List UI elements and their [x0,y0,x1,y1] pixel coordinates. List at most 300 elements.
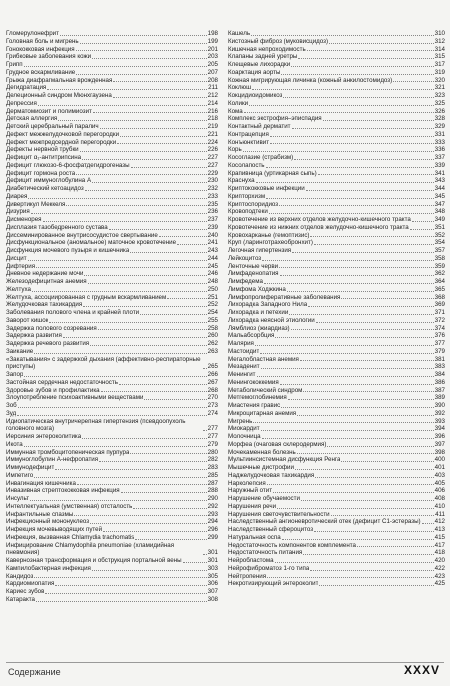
entry-page: 279 [207,440,218,448]
entry-title: Мультиинсистемная дисфункция Ренга [228,456,341,464]
index-entry [6,518,218,526]
entry-page: 384 [434,371,445,378]
index-entry [228,77,445,85]
dot-leader [262,260,434,261]
entry-page: 248 [207,278,218,285]
entry-page: 398 [434,448,445,456]
entry-page: 267 [207,378,218,386]
dot-leader [261,368,434,369]
index-entry [6,263,218,271]
dot-leader [30,500,207,501]
dot-leader [90,523,207,524]
dot-leader [92,58,207,59]
entry-title: Косолапость [228,161,265,169]
entry-title: Инфекция мочевыводящих путей [6,526,103,533]
entry-page: 282 [207,456,218,464]
dot-leader [252,89,434,90]
dot-leader [130,252,206,253]
dot-leader [76,74,206,75]
entry-title: Контрацепция [228,130,269,138]
dot-leader [301,500,434,501]
dot-leader [256,182,434,183]
entry-title: Импетиго [6,471,34,479]
dot-leader [410,229,434,230]
dot-leader [49,322,206,323]
index-entry [6,30,218,38]
index-entry [228,247,445,255]
entry-title: Наджелудочковая тахикардия [228,471,315,479]
index-entry [228,518,445,526]
dot-leader [292,252,434,253]
entry-page: 394 [434,425,445,433]
entry-title: Дисплазия тазобедренного сустава [6,223,108,231]
dot-leader [119,384,207,385]
entry-page: 246 [207,270,218,278]
dot-leader [357,546,434,547]
index-entry [6,387,218,395]
entry-page: 233 [207,192,218,200]
entry-title: Кишечная непроходимость [228,45,306,53]
entry-title: Делеционный синдром Мюнхгаузена [6,92,112,99]
index-entry [228,84,445,92]
entry-page: 294 [207,518,218,526]
index-entry [6,239,218,247]
dot-leader [422,523,434,524]
entry-page: 364 [434,278,445,285]
index-entry [6,131,218,139]
index-column-left [6,30,218,604]
entry-title: Корь [228,146,242,154]
entry-title: Заикание [6,347,34,355]
index-entry [6,185,218,193]
entry-title: Дефекты нервной трубки [6,146,79,154]
entry-title: Дерматомиозит и полимиозит [6,107,92,115]
dot-leader [297,453,434,454]
entry-page: 411 [435,510,445,518]
entry-page: 205 [207,61,218,68]
index-entry [6,526,218,534]
entry-page: 381 [434,355,445,363]
index-entry [228,38,445,46]
entry-page: 263 [207,347,218,355]
index-entry [228,193,445,201]
entry-title: Недостаточность питания [228,549,303,557]
dot-leader [135,539,206,540]
entry-page: 232 [207,185,218,192]
entry-page: 392 [434,409,445,417]
dot-leader [277,508,434,509]
entry-title: Наружный отит [228,487,273,495]
index-entry [228,332,445,340]
entry-title: Натуральная оспа [228,533,281,541]
entry-title: Диссеминированное внутрисосудистое свертывание [6,231,158,239]
footer-label: Содержание [8,667,61,677]
entry-title: Миокардит [228,425,260,433]
index-entry [6,146,218,154]
entry-title: Нарушения светочувствительности [228,510,330,518]
entry-page: 199 [207,37,218,45]
entry-title: Инвазивная стрептококковая инфекция [6,487,120,495]
entry-page: 293 [207,510,218,518]
entry-page: 348 [434,208,445,216]
index-entry [228,146,445,154]
entry-title: Диарея [6,192,28,200]
index-entry [228,387,445,395]
dot-leader [298,58,433,59]
dot-leader [55,469,206,470]
entry-page: 386 [434,378,445,386]
dot-leader [292,128,434,129]
entry-page: 285 [207,471,218,479]
dot-leader [100,128,207,129]
entry-title: Грипп [6,61,23,68]
dot-leader [253,422,433,423]
entry-title: Инвагинация кишечника [6,479,76,487]
index-entry [228,69,445,77]
index-entry [228,255,445,263]
entry-title: Лимфопролиферативные заболевания [228,293,341,301]
entry-page: 408 [434,495,445,502]
entry-page: 417 [434,541,445,549]
entry-page: 374 [434,324,445,332]
index-entry [6,208,218,216]
entry-page: 201 [207,45,218,53]
entry-title: Детская аллергия [6,115,58,123]
entry-title: Дивертикул Меккеля [6,200,66,208]
dot-leader [297,415,434,416]
dot-leader [80,43,207,44]
index-entry [228,162,445,170]
dot-leader [279,267,434,268]
dot-leader [24,376,206,377]
dot-leader [84,275,206,276]
entry-page: 229 [207,169,218,177]
entry-page: 218 [207,115,218,123]
entry-title: Инфекция, вызванная Chlamydia trachomatis [6,533,135,541]
entry-title: Задержка развития [6,332,62,340]
entry-page: 283 [207,464,218,471]
entry-page: 221 [207,130,218,138]
entry-title: Дефицит иммуноглобулина А [6,177,92,185]
dot-leader [249,105,434,106]
index-entry [228,441,445,449]
dot-leader [38,105,207,106]
dot-leader [93,112,207,113]
index-entry [6,441,218,449]
index-entry [228,456,445,464]
dot-leader [315,477,433,478]
entry-title: Метаболический синдром [228,386,303,394]
entry-page: 254 [207,309,218,316]
entry-page: 325 [434,99,445,107]
entry-title: Недостаточность компонентов комплемента [228,541,356,549]
dot-leader [76,174,206,175]
index-entry [6,123,218,131]
index-entry [228,139,445,147]
entry-page: 277 [207,425,218,433]
dot-leader [24,66,207,67]
index-entry [228,511,445,519]
entry-title: Кокцидиоидомикоз [228,92,283,99]
index-entry [228,549,445,557]
index-entry [6,410,218,418]
entry-page: 349 [434,216,445,223]
entry-title: Конъюнктивит [228,138,270,146]
entry-title: Задержка речевого развития [6,340,90,347]
dot-leader [121,492,207,493]
entry-page: 368 [434,293,445,301]
entry-title: Интеллектуальная (умственная) отсталость [6,502,133,510]
entry-page: 401 [434,464,445,471]
index-entry [6,224,218,232]
dot-leader [77,484,207,485]
dot-leader [113,81,206,82]
entry-page: 415 [434,533,445,541]
index-entry [228,526,445,534]
dot-leader [167,298,206,299]
entry-title: Гломерулонефрит [6,30,59,37]
entry-page: 208 [207,76,218,84]
entry-page: 244 [207,254,218,262]
index-entry [228,170,445,178]
index-entry [6,84,218,92]
index-entry [228,53,445,61]
footer-divider [6,662,444,663]
index-entry [6,201,218,209]
entry-page: 405 [434,479,445,487]
dot-leader [36,601,207,602]
index-entry [6,69,218,77]
entry-page: 387 [434,386,445,394]
index-entry [6,108,218,116]
entry-page: 376 [434,332,445,340]
index-entry [228,123,445,131]
entry-title: Некротизирующий энтероколит [228,580,319,588]
index-entry [6,480,218,488]
dot-leader [266,198,434,199]
index-entry [6,534,218,542]
entry-title: Иммунная тромбоцитопеническая пурпура [6,448,130,456]
index-entry [6,565,218,573]
entry-title: Нарколепсия [228,479,266,487]
index-entry [6,170,218,178]
index-entry [6,247,218,255]
index-entry [228,131,445,139]
entry-title: Детский церебральный паралич [6,123,99,130]
dot-leader [203,554,207,555]
index-entry [228,301,445,309]
dot-leader [244,112,434,113]
entry-title: Дифтерия [6,262,36,270]
index-entry [228,239,445,247]
entry-title: Грибковые заболевания кожи [6,53,92,61]
entry-title: Лимфома Ходжкина [228,285,286,293]
entry-title: Иммуноглобулин А-нефропатия [6,456,99,464]
dot-leader [300,360,434,361]
entry-title: Кавернозная трансформация и обструкция портальной вены [6,557,182,564]
index-entry [6,573,218,581]
entry-title: Диабетический кетоацидоз [6,185,84,192]
entry-title: Дефект межжелудочковой перегородки [6,130,120,138]
entry-title: Кашель [228,30,251,37]
dot-leader [331,515,435,516]
index-entry [228,177,445,185]
dot-leader [140,314,207,315]
dot-leader [279,205,434,206]
entry-title: Легочная гипертензия [228,247,292,254]
dot-leader [34,477,207,478]
entry-page: 299 [207,533,218,541]
entry-page: 290 [207,495,218,502]
entry-title: Дефект межпредсердной перегородки [6,138,117,146]
index-entry [6,472,218,480]
entry-page: 362 [434,270,445,278]
index-entry [228,92,445,100]
index-entry [6,557,218,565]
entry-title: Лимфаденопатия [228,270,279,278]
dot-leader [308,306,433,307]
index-entry [228,154,445,162]
entry-title: Молочница [228,433,261,440]
entry-title: Круп (ларинготрахеобронхит) [228,239,313,247]
entry-title: Криптоспоридиоз [228,200,279,208]
entry-title: Гонококковая инфекция [6,45,75,53]
entry-title: Задержка полового созревания [6,324,97,332]
index-entry [228,348,445,356]
index-entry [6,596,218,604]
entry-page: 423 [434,572,445,580]
dot-leader [58,120,206,121]
entry-title: Кистозный фиброз (муковисцидоз) [228,37,329,45]
index-entry [6,278,218,286]
index-entry [6,394,218,402]
dot-leader [329,43,434,44]
entry-title: Иммунодефицит [6,464,55,471]
entry-title: Дефицит гормона роста [6,169,76,177]
dot-leader [295,469,434,470]
dot-leader [183,562,207,563]
index-entry [6,487,218,495]
index-entry [6,379,218,387]
entry-title: Нарушение обучаемости [228,495,300,502]
dot-leader [92,182,207,183]
entry-title: Депрессия [6,99,37,107]
entry-page: 372 [434,316,445,324]
index-entry [228,495,445,503]
index-entry [228,379,445,387]
entry-title: Дисфункциональное (аномальное) маточное кровотечение [6,239,177,247]
entry-page: 420 [434,557,445,564]
dot-leader [316,322,434,323]
dot-leader [83,306,206,307]
dot-leader [288,399,434,400]
entry-page: 268 [207,386,218,394]
entry-page: 329 [434,123,445,130]
entry-title: Лимфедема [228,278,263,285]
dot-leader [101,391,207,392]
dot-leader [133,508,206,509]
index-entry [228,317,445,325]
entry-title: Морфеа (очаговая склеродермия) [228,440,327,448]
dot-leader [203,430,207,431]
dot-leader [117,143,206,144]
dot-leader [92,570,207,571]
dot-leader [109,229,207,230]
entry-title: Желудочковая тахикардия [6,301,83,309]
dot-leader [270,143,434,144]
entry-title: Лямблиоз (жиардиаз) [228,324,290,332]
index-entry [228,208,445,216]
dot-leader [144,399,206,400]
entry-page: 237 [207,216,218,223]
index-entry [6,542,218,558]
dot-leader [131,167,207,168]
dot-leader [303,554,433,555]
entry-page: 328 [434,115,445,123]
dot-leader [281,74,433,75]
dot-leader [99,461,207,462]
dot-leader [275,337,433,338]
dot-leader [267,577,434,578]
dot-leader [291,329,434,330]
entry-title: Нарушения речи [228,502,277,510]
index-entry [228,30,445,38]
entry-page: 308 [207,595,218,603]
index-entry [6,46,218,54]
entry-title: Мастоидит [228,347,260,355]
entry-title: Лейкоцитоз [228,254,262,262]
entry-title: Кариес зубов [6,588,45,595]
index-entry [228,325,445,333]
entry-page: 310 [434,30,445,37]
entry-title: Крапивница (уртикарная сыпь) [228,169,317,177]
dot-leader [90,345,207,346]
entry-title: Косоглазие (страбизм) [228,154,294,161]
entry-page: 336 [434,146,445,154]
index-entry [6,139,218,147]
entry-page: 343 [434,177,445,185]
entry-title: Заворот кишок [6,316,49,324]
index-entry [6,402,218,410]
entry-page: 425 [434,580,445,588]
index-entry [6,216,218,224]
index-entry [228,270,445,278]
index-entry [228,356,445,364]
entry-page: 239 [207,223,218,231]
entry-title: Нейробластома [228,557,274,564]
dot-leader [318,174,434,175]
entry-title: Дизурия [6,208,30,216]
entry-page: 410 [434,502,445,510]
entry-page: 251 [207,293,218,301]
index-entry [228,464,445,472]
entry-title: Нейрофиброматоз 1-го типа [228,564,310,572]
dot-leader [280,275,434,276]
entry-page: 383 [434,363,445,371]
dot-leader [243,151,434,152]
dot-leader [314,531,434,532]
entry-page: 280 [207,448,218,456]
entry-title: Наследственный ангионевротический отек (дефицит С1-эстеразы) [228,518,421,526]
dot-leader [130,453,206,454]
dot-leader [159,236,207,237]
index-entry [228,286,445,294]
index-entry [228,46,445,54]
dot-leader [43,221,207,222]
dot-leader [307,50,434,51]
dot-leader [319,585,433,586]
page-number: XXXV [403,663,440,677]
